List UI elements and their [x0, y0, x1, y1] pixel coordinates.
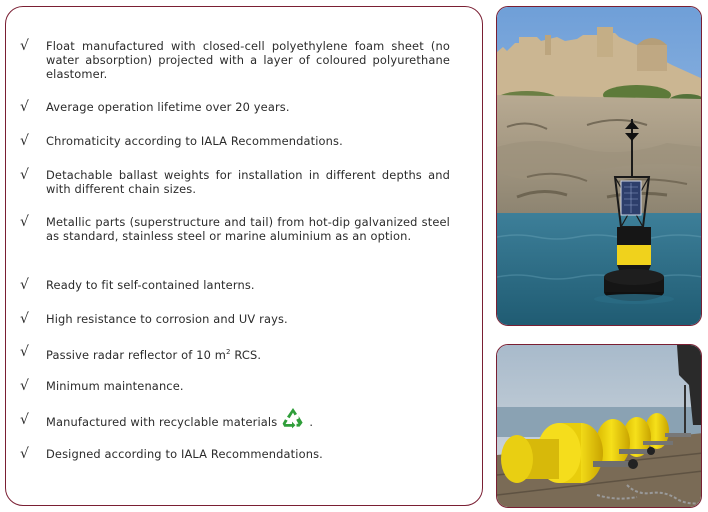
check-icon: √	[20, 446, 29, 462]
check-icon: √	[20, 99, 29, 115]
feature-item-radar-reflector	[20, 345, 450, 362]
feature-text: Chromaticity according to IALA Recommendations.	[46, 134, 343, 148]
buoy-photo	[496, 6, 702, 326]
feature-text: Float manufactured with closed-cell polyethylene foam sheet (no water absorption) projected with a layer of coloured polyurethane elastomer.	[46, 39, 450, 81]
feature-text: Designed according to IALA Recommendations.	[46, 447, 323, 461]
feature-item-maintenance	[20, 379, 450, 393]
check-icon: √	[20, 344, 29, 360]
feature-item-iala-design	[20, 447, 450, 461]
check-icon: √	[20, 311, 29, 327]
dock-buoys-photo	[496, 344, 702, 508]
recyclable-period: .	[309, 415, 314, 429]
radar-text: Passive radar reflector of 10 m	[46, 347, 227, 362]
check-icon: √	[20, 38, 29, 54]
feature-text: Metallic parts (superstructure and tail) from hot-dip galvanized steel as standard, stainless steel or marine aluminium as an option.	[46, 215, 450, 243]
recyclable-text: Manufactured with recyclable materials	[46, 415, 278, 429]
feature-item-corrosion	[20, 312, 450, 326]
check-icon: √	[20, 277, 29, 293]
check-icon: √	[20, 378, 29, 394]
feature-text: Detachable ballast weights for installation in different depths and with different chain sizes.	[46, 168, 450, 196]
feature-item-ballast	[20, 168, 450, 196]
radar-superscript: 2	[226, 348, 231, 356]
dock-buoys-photo-illustration	[497, 345, 702, 508]
feature-text	[46, 413, 450, 432]
check-icon: √	[20, 214, 29, 230]
feature-item-lanterns	[20, 278, 450, 292]
features-panel	[5, 6, 483, 506]
radar-text-end: RCS.	[230, 347, 262, 362]
feature-item-lifetime	[20, 100, 450, 114]
feature-text: High resistance to corrosion and UV rays.	[46, 312, 288, 326]
check-icon: √	[20, 412, 29, 428]
feature-text: Ready to fit self-contained lanterns.	[46, 278, 255, 292]
feature-item-float	[20, 39, 450, 81]
check-icon: √	[20, 167, 29, 183]
buoy-photo-illustration	[497, 7, 702, 326]
feature-item-metallic-parts	[20, 215, 450, 243]
check-icon: √	[20, 133, 29, 149]
feature-text: Minimum maintenance.	[46, 379, 184, 393]
feature-item-recyclable	[20, 413, 450, 432]
feature-text	[46, 345, 450, 362]
recycle-icon	[281, 407, 305, 432]
feature-text: Average operation lifetime over 20 years.	[46, 100, 290, 114]
feature-item-chromaticity	[20, 134, 450, 148]
